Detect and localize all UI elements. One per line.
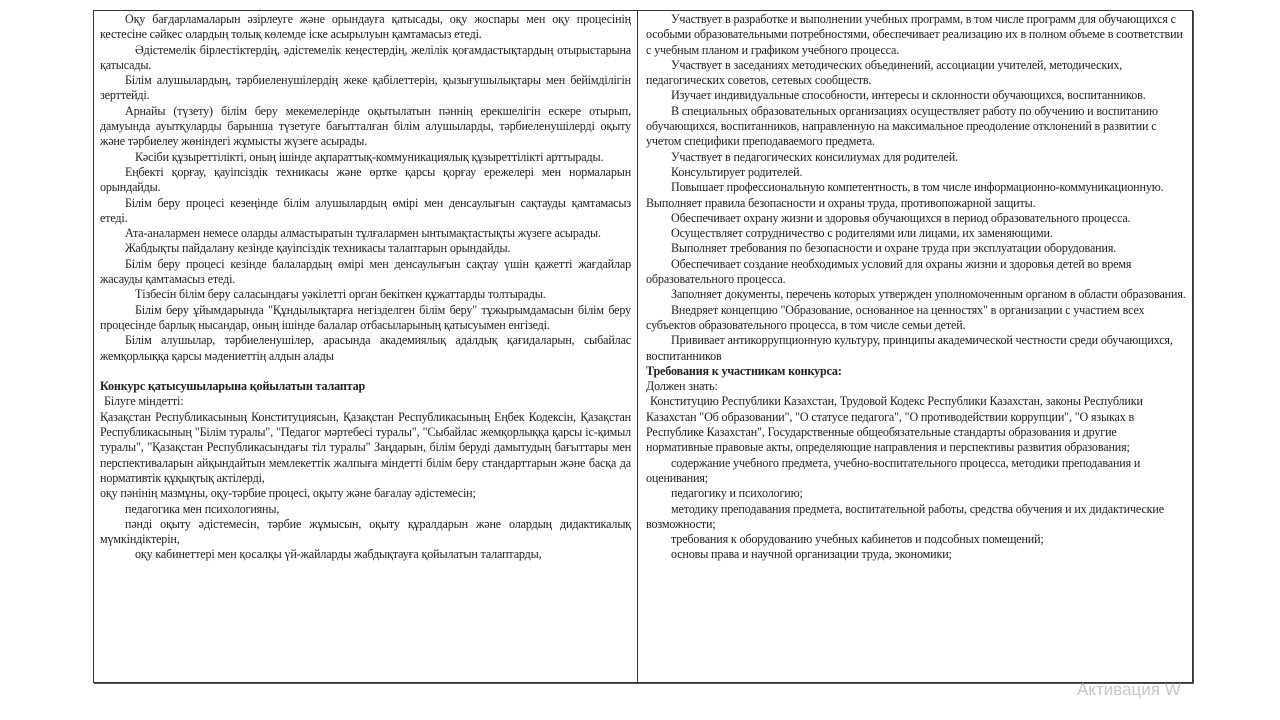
kz-duty-paragraph: Әдістемелік бірлестіктердің, әдістемелік кеңестердің, желілік қоғамдастықтардың отырыстарына қатысады. — [100, 42, 632, 72]
ru-requirement-item: содержание учебного предмета, учебно-воспитательного процесса, методики преподавания и оценивания; — [646, 455, 1141, 485]
kz-duty-paragraph: Арнайы (түзету) білім беру мекемелерінде оқытылатын пәннің ерекшелігін ескере отырып, дамуында ауытқуларды барынша түзетуге бағытталған білім алушыларды, тәрбиеленушілерді оқыту және тәрбиелеу жөніндегі жұмысты жүзеге асырады. — [100, 103, 632, 149]
spacer — [100, 364, 631, 379]
ru-duty-paragraph: Участвует в педагогических консилиумах для родителей. — [671, 149, 958, 164]
ru-duty-paragraph: Обеспечивает создание необходимых условий для охраны жизни и здоровья детей во время образовательного процесса. — [646, 256, 1132, 287]
ru-duty-paragraph: Участвует в заседаниях методических объединений, ассоциации учителей, методических, педагогических советов, сетевых сообществ. — [646, 57, 1123, 88]
kz-duty-paragraph: Тізбесін білім беру саласындағы уәкілетті орган бекіткен құжаттарды толтырады. — [135, 287, 546, 302]
kz-duty-paragraph: Білім алушылар, тәрбиеленушілер, арасында академиялық адалдық қағидаларын, сыбайлас жемқорлыққа қарсы мәдениеттің алдын алады — [100, 333, 632, 363]
ru-duty-paragraph: Внедряет концепцию "Образование, основанное на ценностях" в организации с участием всех субъектов образовательного процесса, в том числе семьи детей. — [646, 302, 1145, 332]
kz-requirement-item: педагогика мен психологияны, — [125, 501, 280, 516]
ru-requirement-item: педагогику и психологию; — [671, 486, 803, 501]
kz-requirement-item: оқу кабинеттері мен қосалқы үй-жайларды жабдықтауға қойылатын талаптарды, — [135, 547, 542, 562]
ru-requirement-item: методику преподавания предмета, воспитательной работы, средства обучения и их дидактические возможности; — [646, 501, 1164, 531]
kz-duty-paragraph: Ата-аналармен немесе оларды алмастыратын тұлғалармен ынтымақтастықты жүзеге асырады. — [125, 226, 601, 241]
kz-requirements-heading: Конкурс қатысушыларына қойылатын талаптар — [100, 379, 366, 394]
ru-duty-paragraph: Выполняет требования по безопасности и охране труда при эксплуатации оборудования. — [671, 241, 1117, 256]
ru-requirement-item: Конституцию Республики Казахстан, Трудовой Кодекс Республики Казахстан, законы Республики Казахстан "Об образовании", "О статусе педагога", "О противодействии коррупции", "О языках в Республике Казахстан", Государственные общеобязательные стандарты образования и другие нормативные правовые акты, определяющие направления и перспективы развития образования; — [646, 394, 1143, 455]
windows-activation-watermark: Активация W — [1077, 680, 1181, 699]
ru-duty-paragraph: Изучает индивидуальные способности, интересы и склонности обучающихся, воспитанников. — [671, 88, 1146, 103]
document-table — [93, 10, 1193, 683]
kz-duty-paragraph: Еңбекті қорғау, қауіпсіздік техникасы және өртке қарсы қорғау ережелері мен нормаларын орындайды. — [100, 164, 632, 195]
ru-duty-paragraph: Прививает антикоррупционную культуру, принципы академической честности среди обучающихся, воспитанников — [646, 333, 1173, 363]
kz-requirement-item: Қазақстан Республикасының Конституциясын, Қазақстан Республикасының Еңбек Кодексін, Қазақстан Республикасының "Білім туралы", "Педагог мәртебесі туралы", "Сыбайлас жемқорлыққа қарсы іс-қимыл туралы", "Қазақстан Республикасындағы тіл туралы" Заңдарын, білім беруді дамытудың бағыттары мен перспективаларын айқындайтын мемлекеттік жалпыға міндетті білім беру стандарттарын және басқа да нормативтік құқықтық актілерді, — [100, 409, 632, 485]
ru-duty-paragraph: Повышает профессиональную компетентность, в том числе информационно-коммуникационную. Выполняет правила безопасности и охраны труда, противопожарной защиты. — [646, 180, 1164, 210]
ru-duty-paragraph: В специальных образовательных организациях осуществляет работу по обучению и воспитанию обучающихся, воспитанников, направленную на максимальное преодоление отклонений в развитии с учетом специфики преподаваемого предмета. — [646, 103, 1158, 149]
kz-duty-paragraph: Білім алушылардың, тәрбиеленушілердің жеке қабілеттерін, қызығушылықтары мен бейімділігін зерттейді. — [100, 73, 632, 103]
kz-requirement-item: пәнді оқыту әдістемесін, тәрбие жұмысын, оқыту құралдарын және олардың дидактикалық мүмкіндіктерін, — [100, 516, 632, 547]
kz-duty-paragraph: Білім беру процесі кезінде балалардың өмірі мен денсаулығын сақтау үшін қажетті жағдайлар жасауды қамтамасыз етеді. — [100, 256, 632, 287]
kz-duty-paragraph: Оқу бағдарламаларын әзірлеуге және орындауға қатысады, оқу жоспары мен оқу процесінің кестесіне сәйкес олардың толық көлемде іске асырылуын қамтамасыз етеді. — [100, 12, 632, 42]
ru-duty-paragraph: Заполняет документы, перечень которых утвержден уполномоченным органом в области образования. — [671, 287, 1186, 302]
kazakh-column — [94, 11, 638, 682]
kz-requirement-item: оқу пәнінің мазмұны, оқу-тәрбие процесі, оқыту және бағалау әдістемесін; — [100, 486, 476, 501]
ru-requirements-heading: Требования к участникам конкурса: — [646, 363, 842, 378]
ru-must-know-label: Должен знать: — [646, 379, 718, 394]
kz-duty-paragraph: Білім беру процесі кезеңінде білім алушылардың өмірі мен денсаулығын сақтауды қамтамасыз етеді. — [100, 195, 632, 225]
kz-must-know-label: Білуге міндетті: — [104, 394, 184, 409]
ru-duty-paragraph: Обеспечивает охрану жизни и здоровья обучающихся в период образовательного процесса. — [671, 210, 1131, 225]
ru-duty-paragraph: Консультирует родителей. — [671, 164, 803, 179]
ru-requirement-item: основы права и научной организации труда, экономики; — [671, 547, 952, 562]
ru-duty-paragraph: Участвует в разработке и выполнении учебных программ, в том числе программ для обучающихся с особыми образовательными потребностями, обеспечивает реализацию их в полном объеме в соответствии с учебным планом и графиком учебного процесса. — [646, 12, 1183, 57]
ru-requirement-item: требования к оборудованию учебных кабинетов и подсобных помещений; — [671, 532, 1044, 547]
ru-duty-paragraph: Осуществляет сотрудничество с родителями или лицами, их заменяющими. — [671, 226, 1053, 241]
kz-duty-paragraph: Білім беру ұйымдарында "Құндылықтарға негізделген білім беру" тұжырымдамасын білім беру процесінде барлық нысандар, оның ішінде балалар отбасыларының қатысуымен енгізеді. — [100, 302, 632, 332]
kz-duty-paragraph: Жабдықты пайдалану кезінде қауіпсіздік техникасы талаптарын орындайды. — [125, 241, 511, 256]
russian-column — [638, 11, 1192, 682]
kz-duty-paragraph: Кәсіби құзыреттілікті, оның ішінде ақпараттық-коммуникациялық құзыреттілікті арттырады. — [135, 149, 604, 164]
